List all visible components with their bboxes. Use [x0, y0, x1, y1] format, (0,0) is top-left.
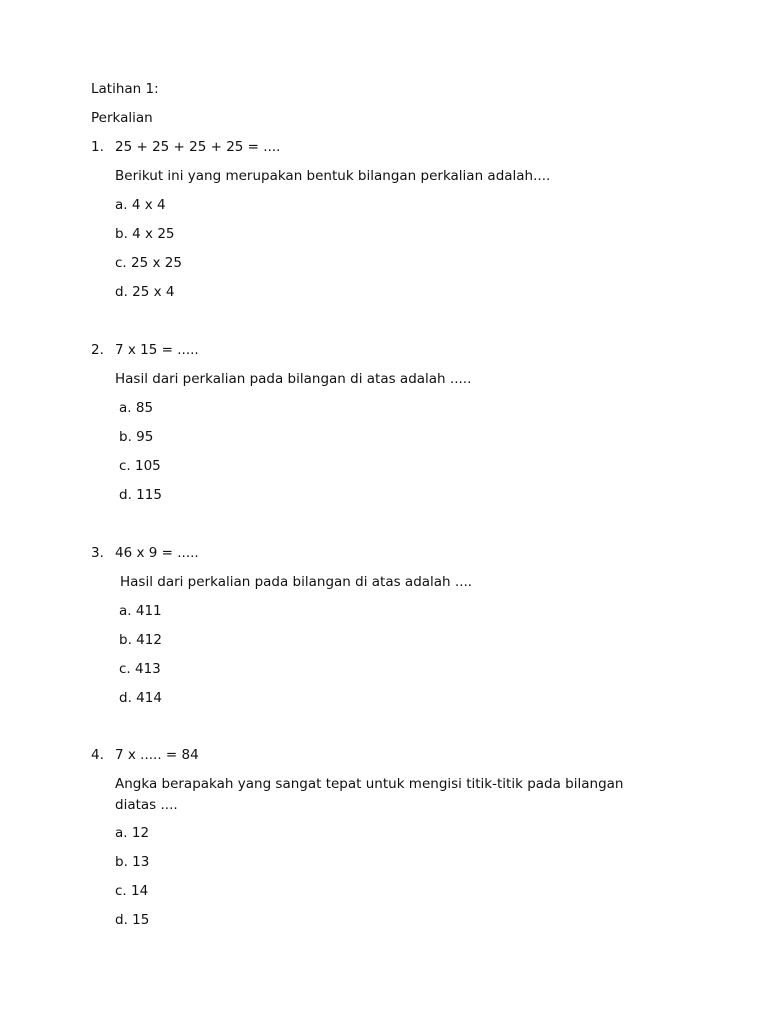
question-4-number: 4.	[91, 747, 104, 763]
question-3-option-b: b. 412	[119, 632, 162, 648]
document-subtitle: Perkalian	[91, 110, 153, 126]
question-3-expression: 46 x 9 = .....	[115, 545, 199, 561]
question-3-option-d: d. 414	[119, 690, 162, 706]
question-4-option-d: d. 15	[115, 912, 150, 928]
question-4-prompt-line-2: diatas ....	[115, 797, 178, 813]
question-4-option-a: a. 12	[115, 825, 150, 841]
question-2-number: 2.	[91, 342, 104, 358]
question-1-option-b: b. 4 x 25	[115, 226, 175, 242]
question-2-option-b: b. 95	[119, 429, 154, 445]
question-3-option-c: c. 413	[119, 661, 161, 677]
question-1-option-d: d. 25 x 4	[115, 284, 175, 300]
question-1-option-a: a. 4 x 4	[115, 197, 166, 213]
question-4-expression: 7 x ..... = 84	[115, 747, 199, 763]
question-3-prompt: Hasil dari perkalian pada bilangan di atas adalah ....	[120, 574, 473, 590]
question-4-option-b: b. 13	[115, 854, 150, 870]
question-2-option-a: a. 85	[119, 400, 154, 416]
question-4-option-c: c. 14	[115, 883, 149, 899]
question-2-prompt: Hasil dari perkalian pada bilangan di atas adalah .....	[115, 371, 472, 387]
question-1-number: 1.	[91, 139, 104, 155]
question-1-option-c: c. 25 x 25	[115, 255, 182, 271]
question-2-expression: 7 x 15 = .....	[115, 342, 199, 358]
question-4-prompt-line-1: Angka berapakah yang sangat tepat untuk mengisi titik-titik pada bilangan	[115, 776, 624, 792]
question-3-option-a: a. 411	[119, 603, 162, 619]
question-3-number: 3.	[91, 545, 104, 561]
question-1-prompt: Berikut ini yang merupakan bentuk bilangan perkalian adalah....	[115, 168, 551, 184]
question-1-expression: 25 + 25 + 25 + 25 = ....	[115, 139, 281, 155]
question-2-option-c: c. 105	[119, 458, 161, 474]
document-title: Latihan 1:	[91, 81, 159, 97]
question-2-option-d: d. 115	[119, 487, 162, 503]
